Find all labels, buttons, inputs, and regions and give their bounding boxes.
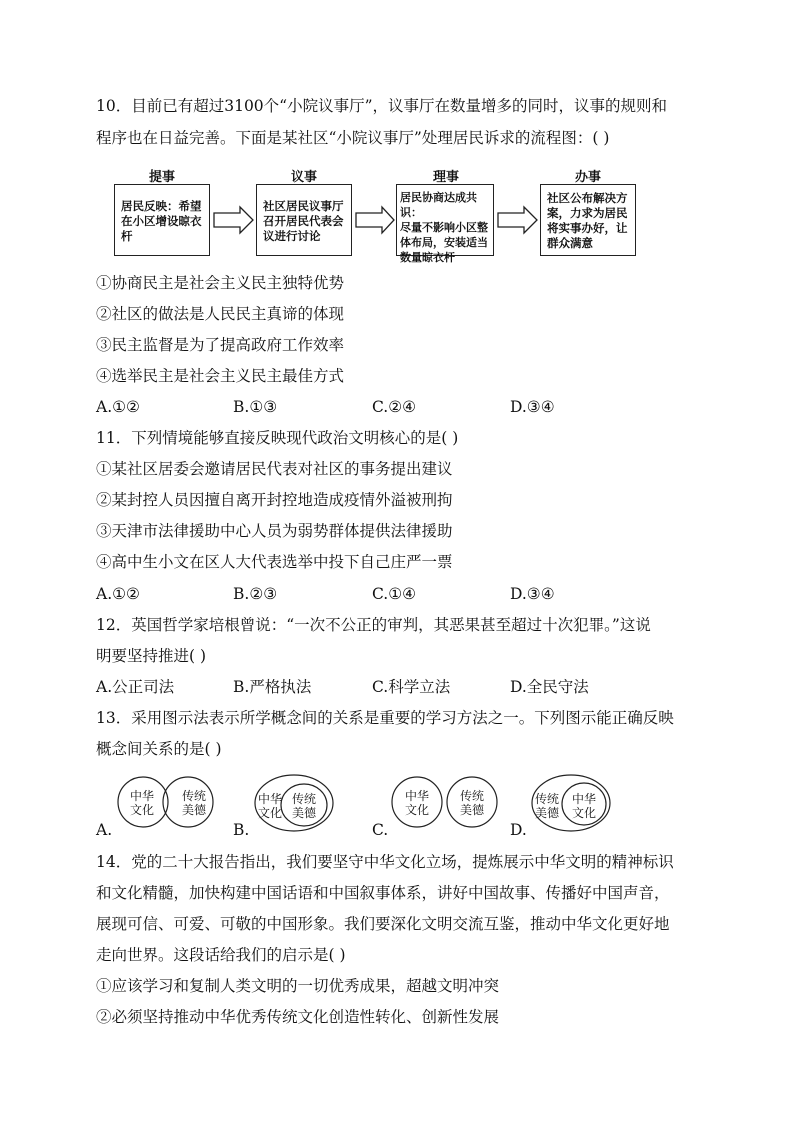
q10-option-d[interactable]: D.③④ [510,398,555,416]
q14-item-2: ②必须坚持推动中华优秀传统文化创造性转化、创新性发展 [96,1008,500,1026]
venn-label-line: 文化 [571,806,596,820]
venn-label-line: 文化 [404,803,429,817]
q11-item-1: ①某社区居委会邀请居民代表对社区的事务提出建议 [96,460,453,478]
q10-option-c[interactable]: C.②④ [372,398,417,416]
q14-item-1: ①应该学习和复制人类文明的一切优秀成果，超越文明冲突 [96,977,500,995]
flow-box-4-line: 群众满意 [547,236,593,250]
venn-label-line: 中华 [404,789,429,803]
q13-stem-line2: 概念间关系的是( ) [96,740,222,758]
q12-option-a[interactable]: A.公正司法 [96,678,175,696]
q10-stem-line2: 程序也在日益完善。下面是某社区“小院议事厅”处理居民诉求的流程图：( ) [96,129,610,147]
venn-b-label-inner [286,792,322,820]
q11-stem: 11．下列情境能够直接反映现代政治文明核心的是( ) [96,429,459,447]
flow-stage-3: 理事 [432,170,459,185]
q10-option-a[interactable]: A.①② [96,398,140,416]
q10-item-4: ④选举民主是社会主义民主最佳方式 [96,367,345,385]
venn-c-label-left [399,789,435,817]
venn-d-label-inner [566,792,602,820]
q13-option-a[interactable]: A. [96,821,113,839]
q14-stem-line1: 14．党的二十大报告指出，我们要坚守中华文化立场，提炼展示中华文明的精神标识 [96,853,674,871]
flow-box-3-line: 尽量不影响小区整 [400,221,488,234]
q12-option-c[interactable]: C.科学立法 [372,678,451,696]
flow-box-3-line: 数量晾衣杆 [400,251,455,264]
flow-box-1-line: 居民反映：希望 [121,199,202,213]
flow-box-4-line: 将实事办好，让 [547,221,628,235]
q10-stem-line1: 10．目前已有超过3100个“小院议事厅”，议事厅在数量增多的同时，议事的规则和 [96,97,668,115]
flow-box-1-line: 杆 [121,229,133,243]
venn-label-line: 传统 [291,792,316,806]
q10-item-2: ②社区的做法是人民民主真谛的体现 [96,305,345,323]
venn-label-line: 美德 [181,803,206,817]
q11-option-b[interactable]: B.②③ [233,585,278,603]
venn-label-line: 中华 [129,789,154,803]
flow-box-3-line: 体布局，安装适当 [400,236,488,249]
flow-box-1-line: 在小区增设晾衣 [121,214,202,228]
venn-label-line: 文化 [129,803,154,817]
q10-item-1: ①协商民主是社会主义民主独特优势 [96,274,345,292]
venn-label-line: 中华 [571,792,596,806]
q11-item-4: ④高中生小文在区人大代表选举中投下自己庄严一票 [96,553,453,571]
venn-d-label-outer [531,792,563,820]
venn-a-label-right [176,789,212,817]
venn-b-label-outer [254,792,286,820]
q14-stem-line4: 走向世界。这段话给我们的启示是( ) [96,946,346,964]
q14-stem-line3: 展现可信、可爱、可敬的中国形象。我们要深化文明交流互鉴，推动中华文化更好地 [96,915,670,933]
flow-box-2-line: 议进行讨论 [263,229,321,243]
flow-stage-1: 提事 [148,170,175,185]
q11-option-c[interactable]: C.①④ [372,585,417,603]
flow-arrow-icon [498,207,537,233]
q10-option-b[interactable]: B.①③ [233,398,278,416]
q10-item-3: ③民主监督是为了提高政府工作效率 [96,336,345,354]
flow-arrow-icon [356,207,394,233]
q12-stem-line2: 明要坚持推进( ) [96,647,207,665]
q11-item-2: ②某封控人员因擅自离开封控地造成疫情外溢被刑拘 [96,491,453,509]
flow-box-2-line: 召开居民代表会 [263,214,344,228]
flow-box-3-line: 居民协商达成共识： [400,191,477,219]
venn-label-line: 传统 [181,789,206,803]
q11-item-3: ③天津市法律援助中心人员为弱势群体提供法律援助 [96,522,453,540]
venn-label-line: 传统 [459,789,484,803]
flow-stage-4: 办事 [574,170,601,185]
flow-box-4-line: 案，力求为居民 [547,206,628,220]
venn-label-line: 传统 [534,792,559,806]
venn-label-line: 中华 [257,792,282,806]
q13-option-d[interactable]: D. [510,821,527,839]
flow-arrow-icon [214,207,253,233]
q12-option-b[interactable]: B.严格执法 [233,678,312,696]
venn-a-label-left [124,789,160,817]
flow-box-2-line: 社区居民议事厅 [263,199,344,213]
flow-arrows [0,0,794,300]
q14-stem-line2: 和文化精髓，加快构建中国话语和中国叙事体系，讲好中国故事、传播好中国声音， [96,884,670,902]
q13-option-b[interactable]: B. [233,821,250,839]
q13-option-c[interactable]: C. [372,821,389,839]
venn-label-line: 美德 [291,806,316,820]
venn-label-line: 美德 [534,806,559,820]
q12-stem-line1: 12．英国哲学家培根曾说：“一次不公正的审判，其恶果甚至超过十次犯罪。”这说 [96,616,651,634]
q11-option-d[interactable]: D.③④ [510,585,555,603]
venn-label-line: 美德 [459,803,484,817]
venn-label-line: 文化 [257,806,282,820]
flow-box-4-line: 社区公布解决方 [547,191,628,205]
q13-stem-line1: 13．采用图示法表示所学概念间的关系是重要的学习方法之一。下列图示能正确反映 [96,709,674,727]
q11-option-a[interactable]: A.①② [96,585,140,603]
q12-option-d[interactable]: D.全民守法 [510,678,589,696]
flow-stage-2: 议事 [290,170,317,185]
venn-c-label-right [454,789,490,817]
